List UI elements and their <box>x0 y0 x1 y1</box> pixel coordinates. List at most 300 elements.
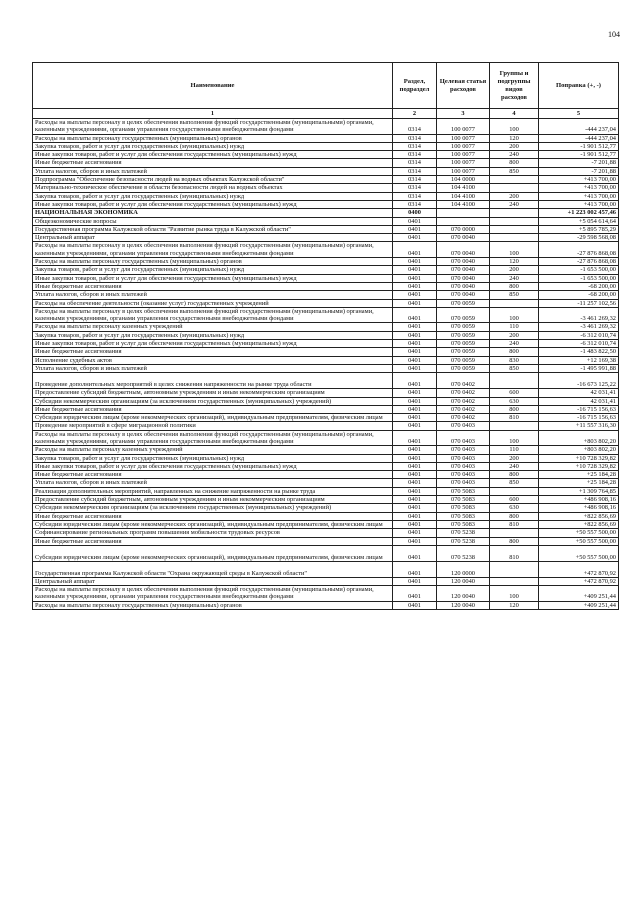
row-amount: +5 054 614,64 <box>539 217 619 225</box>
row-expense-group <box>490 422 539 430</box>
row-amount: -7 201,88 <box>539 159 619 167</box>
row-name: Центральный аппарат <box>33 234 393 242</box>
table-row <box>33 340 619 348</box>
row-name: Закупка товаров, работ и услуг для государственных (муниципальных) нужд <box>33 192 393 200</box>
table-row <box>33 422 619 430</box>
row-target-article: 120 0000 <box>437 561 490 577</box>
table-row <box>33 266 619 274</box>
row-name: Расходы на выплаты персоналу государственных (муниципальных) органов <box>33 258 393 266</box>
row-amount: -1 483 822,50 <box>539 348 619 356</box>
table-row <box>33 373 619 389</box>
row-target-article: 070 5083 <box>437 512 490 520</box>
row-expense-group <box>490 225 539 233</box>
row-expense-group: 200 <box>490 192 539 200</box>
row-expense-group: 200 <box>490 454 539 462</box>
row-section: 0401 <box>393 537 437 545</box>
table-row <box>33 504 619 512</box>
row-name: Уплата налогов, сборов и иных платежей <box>33 364 393 372</box>
row-section: 0401 <box>393 389 437 397</box>
table-row <box>33 282 619 290</box>
row-section: 0314 <box>393 200 437 208</box>
row-expense-group: 100 <box>490 586 539 602</box>
row-name: Закупка товаров, работ и услуг для государственных (муниципальных) нужд <box>33 266 393 274</box>
row-name: Материально-техническое обеспечение в области безопасности людей на водных объектах <box>33 184 393 192</box>
row-amount: -29 598 568,08 <box>539 234 619 242</box>
row-name: Иные бюджетные ассигнования <box>33 159 393 167</box>
row-name: Иные бюджетные ассигнования <box>33 471 393 479</box>
row-target-article: 070 0403 <box>437 430 490 446</box>
row-section: 0401 <box>393 266 437 274</box>
row-target-article: 070 5238 <box>437 545 490 561</box>
row-target-article: 120 0040 <box>437 601 490 609</box>
row-expense-group: 240 <box>490 274 539 282</box>
row-expense-group: 120 <box>490 601 539 609</box>
row-amount: -1 653 500,00 <box>539 266 619 274</box>
row-amount: +486 908,16 <box>539 496 619 504</box>
table-header-row <box>33 63 619 109</box>
row-target-article: 070 0059 <box>437 356 490 364</box>
row-name: Субсидии юридическим лицам (кроме некоммерческих организаций), индивидуальным предпринимателям, физическим лицам <box>33 520 393 528</box>
row-section: 0401 <box>393 242 437 258</box>
table-row <box>33 356 619 364</box>
row-section: 0401 <box>393 561 437 577</box>
row-amount: +822 856,69 <box>539 512 619 520</box>
row-target-article: 070 0402 <box>437 397 490 405</box>
row-section: 0401 <box>393 356 437 364</box>
row-expense-group: 850 <box>490 364 539 372</box>
row-target-article: 100 0077 <box>437 134 490 142</box>
row-name: Закупка товаров, работ и услуг для государственных (муниципальных) нужд <box>33 331 393 339</box>
row-name: Иные бюджетные ассигнования <box>33 405 393 413</box>
row-expense-group: 110 <box>490 446 539 454</box>
row-name: Проведение мероприятий в сфере миграционной политики <box>33 422 393 430</box>
column-number-4: 4 <box>490 109 539 119</box>
row-target-article: 070 0059 <box>437 299 490 307</box>
row-section: 0401 <box>393 282 437 290</box>
row-section: 0314 <box>393 159 437 167</box>
row-expense-group: 800 <box>490 537 539 545</box>
row-section: 0401 <box>393 529 437 537</box>
row-amount: +50 557 500,00 <box>539 537 619 545</box>
row-name: Софинансирование региональных программ повышения мобильности трудовых ресурсов <box>33 529 393 537</box>
column-number-2: 2 <box>393 109 437 119</box>
row-name: Подпрограмма "Обеспечение безопасности людей на водных объектах Калужской области" <box>33 176 393 184</box>
row-target-article: 070 0040 <box>437 242 490 258</box>
row-name: Иные бюджетные ассигнования <box>33 512 393 520</box>
table-row <box>33 225 619 233</box>
table-row <box>33 364 619 372</box>
row-expense-group <box>490 577 539 585</box>
column-number-row <box>33 109 619 119</box>
table-row <box>33 234 619 242</box>
row-section: 0401 <box>393 577 437 585</box>
row-target-article <box>437 209 490 217</box>
row-amount: +50 557 500,00 <box>539 545 619 561</box>
row-name: Иные закупки товаров, работ и услуг для обеспечения государственных (муниципальных) нужд <box>33 462 393 470</box>
row-amount: +472 870,92 <box>539 561 619 577</box>
table-row <box>33 331 619 339</box>
table-row <box>33 200 619 208</box>
row-amount: -68 200,00 <box>539 291 619 299</box>
row-amount: +50 557 500,00 <box>539 529 619 537</box>
table-row <box>33 512 619 520</box>
table-row <box>33 307 619 323</box>
table-row <box>33 430 619 446</box>
row-expense-group: 120 <box>490 258 539 266</box>
row-section: 0400 <box>393 209 437 217</box>
row-amount: -7 201,88 <box>539 167 619 175</box>
row-section: 0401 <box>393 217 437 225</box>
row-target-article: 070 0403 <box>437 479 490 487</box>
column-number-3: 3 <box>437 109 490 119</box>
row-name: Расходы на выплаты персоналу казенных учреждений <box>33 323 393 331</box>
row-section: 0401 <box>393 446 437 454</box>
row-section: 0401 <box>393 479 437 487</box>
row-amount: -6 312 010,74 <box>539 340 619 348</box>
row-section: 0401 <box>393 274 437 282</box>
row-target-article: 070 0403 <box>437 422 490 430</box>
row-target-article: 070 0000 <box>437 225 490 233</box>
row-target-article: 070 5083 <box>437 487 490 495</box>
table-row <box>33 397 619 405</box>
row-section: 0401 <box>393 545 437 561</box>
row-expense-group: 600 <box>490 496 539 504</box>
row-name: Реализация дополнительных мероприятий, направленных на снижение напряженности на рынке труда <box>33 487 393 495</box>
row-expense-group: 600 <box>490 389 539 397</box>
row-expense-group <box>490 217 539 225</box>
row-amount: 42 031,41 <box>539 389 619 397</box>
row-target-article: 070 0402 <box>437 373 490 389</box>
row-amount: -16 715 156,63 <box>539 405 619 413</box>
row-section: 0401 <box>393 586 437 602</box>
row-section: 0401 <box>393 291 437 299</box>
table-body <box>33 119 619 610</box>
row-name: Субсидии юридическим лицам (кроме некоммерческих организаций), индивидуальным предпринимателям, физическим лицам <box>33 414 393 422</box>
row-expense-group: 800 <box>490 282 539 290</box>
table-row <box>33 209 619 217</box>
row-section: 0401 <box>393 373 437 389</box>
row-amount: -68 200,00 <box>539 282 619 290</box>
row-expense-group: 630 <box>490 397 539 405</box>
row-target-article: 070 5083 <box>437 504 490 512</box>
row-target-article: 100 0077 <box>437 142 490 150</box>
row-amount: +1 309 764,85 <box>539 487 619 495</box>
row-amount: +822 856,69 <box>539 520 619 528</box>
row-amount: +409 251,44 <box>539 586 619 602</box>
row-section: 0401 <box>393 348 437 356</box>
row-section: 0401 <box>393 405 437 413</box>
row-target-article: 104 4100 <box>437 200 490 208</box>
row-name: Иные закупки товаров, работ и услуг для обеспечения государственных (муниципальных) нужд <box>33 340 393 348</box>
row-section: 0314 <box>393 134 437 142</box>
row-expense-group: 200 <box>490 331 539 339</box>
row-name: НАЦИОНАЛЬНАЯ ЭКОНОМИКА <box>33 209 393 217</box>
row-expense-group: 200 <box>490 266 539 274</box>
header-name: Наименование <box>33 63 393 109</box>
row-section: 0314 <box>393 184 437 192</box>
row-section: 0314 <box>393 119 437 135</box>
row-section: 0401 <box>393 471 437 479</box>
table-row <box>33 414 619 422</box>
row-name: Предоставление субсидий бюджетным, автономным учреждениям и иным некоммерческим организациям <box>33 389 393 397</box>
row-target-article: 070 0059 <box>437 323 490 331</box>
row-section: 0314 <box>393 192 437 200</box>
row-amount: +413 700,00 <box>539 176 619 184</box>
row-name: Закупка товаров, работ и услуг для государственных (муниципальных) нужд <box>33 454 393 462</box>
row-target-article: 120 0040 <box>437 586 490 602</box>
row-expense-group: 800 <box>490 405 539 413</box>
row-name: Расходы на выплаты персоналу государственных (муниципальных) органов <box>33 601 393 609</box>
row-name: Уплата налогов, сборов и иных платежей <box>33 479 393 487</box>
row-target-article: 100 0077 <box>437 167 490 175</box>
row-section: 0401 <box>393 430 437 446</box>
table-row <box>33 496 619 504</box>
row-amount: +10 728 329,82 <box>539 454 619 462</box>
row-amount: +413 700,00 <box>539 192 619 200</box>
row-amount: -27 876 868,08 <box>539 258 619 266</box>
table-row <box>33 529 619 537</box>
row-expense-group: 100 <box>490 242 539 258</box>
table-row <box>33 577 619 585</box>
table-row <box>33 537 619 545</box>
row-target-article <box>437 217 490 225</box>
row-expense-group: 800 <box>490 159 539 167</box>
row-expense-group: 200 <box>490 142 539 150</box>
row-expense-group: 810 <box>490 520 539 528</box>
row-amount: +803 802,20 <box>539 446 619 454</box>
row-section: 0401 <box>393 234 437 242</box>
row-amount: -16 715 156,63 <box>539 414 619 422</box>
row-name: Уплата налогов, сборов и иных платежей <box>33 291 393 299</box>
row-expense-group <box>490 299 539 307</box>
row-section: 0314 <box>393 142 437 150</box>
row-expense-group: 810 <box>490 414 539 422</box>
row-section: 0314 <box>393 176 437 184</box>
page-number: 104 <box>608 30 620 39</box>
row-name: Иные бюджетные ассигнования <box>33 348 393 356</box>
row-expense-group: 240 <box>490 151 539 159</box>
row-amount: +12 169,38 <box>539 356 619 364</box>
row-amount: +1 223 002 457,46 <box>539 209 619 217</box>
row-target-article: 070 5083 <box>437 496 490 504</box>
row-expense-group: 850 <box>490 479 539 487</box>
row-section: 0401 <box>393 258 437 266</box>
row-section: 0401 <box>393 307 437 323</box>
row-name: Расходы на выплаты персоналу в целях обеспечения выполнения функций государственными (муниципальными) органами, казенными учреждениями, органами управления государственными внебюджетными фондами <box>33 430 393 446</box>
row-expense-group: 810 <box>490 545 539 561</box>
row-target-article: 070 0059 <box>437 331 490 339</box>
row-amount: +409 251,44 <box>539 601 619 609</box>
row-target-article: 070 0040 <box>437 282 490 290</box>
row-amount: +5 895 785,29 <box>539 225 619 233</box>
row-expense-group: 800 <box>490 512 539 520</box>
row-target-article: 070 0403 <box>437 454 490 462</box>
table-row <box>33 520 619 528</box>
row-section: 0401 <box>393 462 437 470</box>
budget-amendments-table <box>32 62 619 610</box>
table-row <box>33 159 619 167</box>
row-section: 0401 <box>393 520 437 528</box>
row-amount: +11 557 316,30 <box>539 422 619 430</box>
table-row <box>33 446 619 454</box>
row-amount: -3 461 269,32 <box>539 307 619 323</box>
row-expense-group: 240 <box>490 462 539 470</box>
row-name: Субсидии некоммерческим организациям (за исключением государственных (муниципальных) учреждений) <box>33 504 393 512</box>
table-row <box>33 405 619 413</box>
row-expense-group: 120 <box>490 134 539 142</box>
row-target-article: 070 0402 <box>437 389 490 397</box>
table-row <box>33 184 619 192</box>
row-section: 0314 <box>393 151 437 159</box>
row-amount: -16 673 125,22 <box>539 373 619 389</box>
row-expense-group: 240 <box>490 200 539 208</box>
row-section: 0401 <box>393 225 437 233</box>
row-amount: +486 908,16 <box>539 504 619 512</box>
row-amount: -1 495 991,88 <box>539 364 619 372</box>
row-name: Субсидии некоммерческим организациям (за исключением государственных (муниципальных) учреждений) <box>33 397 393 405</box>
table-row <box>33 167 619 175</box>
row-section: 0401 <box>393 323 437 331</box>
row-section: 0401 <box>393 414 437 422</box>
row-name: Иные закупки товаров, работ и услуг для обеспечения государственных (муниципальных) нужд <box>33 151 393 159</box>
row-section: 0401 <box>393 340 437 348</box>
row-expense-group: 240 <box>490 340 539 348</box>
table-row <box>33 462 619 470</box>
table-row <box>33 274 619 282</box>
row-target-article: 070 0059 <box>437 364 490 372</box>
row-expense-group: 850 <box>490 291 539 299</box>
row-expense-group: 800 <box>490 348 539 356</box>
row-target-article: 070 0040 <box>437 234 490 242</box>
row-name: Расходы на обеспечение деятельности (оказание услуг) государственных учреждений <box>33 299 393 307</box>
row-section: 0401 <box>393 331 437 339</box>
table-row <box>33 601 619 609</box>
row-amount: +25 184,28 <box>539 479 619 487</box>
row-target-article: 070 0040 <box>437 266 490 274</box>
row-section: 0314 <box>393 167 437 175</box>
row-name: Иные закупки товаров, работ и услуг для обеспечения государственных (муниципальных) нужд <box>33 274 393 282</box>
table-row <box>33 487 619 495</box>
row-name: Уплата налогов, сборов и иных платежей <box>33 167 393 175</box>
table-row <box>33 299 619 307</box>
row-amount: -444 237,04 <box>539 119 619 135</box>
row-section: 0401 <box>393 512 437 520</box>
row-target-article: 070 0059 <box>437 340 490 348</box>
row-section: 0401 <box>393 601 437 609</box>
table-row <box>33 176 619 184</box>
row-expense-group <box>490 529 539 537</box>
row-expense-group <box>490 561 539 577</box>
row-target-article: 070 0402 <box>437 414 490 422</box>
table-row <box>33 151 619 159</box>
header-group: Группы и подгруппы видов расходов <box>490 63 539 109</box>
row-target-article: 070 0040 <box>437 258 490 266</box>
row-target-article: 070 0402 <box>437 405 490 413</box>
row-target-article: 104 4100 <box>437 192 490 200</box>
table-row <box>33 119 619 135</box>
row-target-article: 104 0000 <box>437 176 490 184</box>
row-target-article: 100 0077 <box>437 119 490 135</box>
row-name: Общеэкономические вопросы <box>33 217 393 225</box>
row-section: 0401 <box>393 487 437 495</box>
row-amount: -27 876 868,08 <box>539 242 619 258</box>
row-name: Проведение дополнительных мероприятий в целях снижения напряженности на рынке труда области <box>33 373 393 389</box>
row-name: Расходы на выплаты персоналу в целях обеспечения выполнения функций государственными (муниципальными) органами, казенными учреждениями, органами управления государственными внебюджетными фондами <box>33 119 393 135</box>
row-target-article: 070 5238 <box>437 537 490 545</box>
row-target-article: 070 0059 <box>437 307 490 323</box>
row-section: 0401 <box>393 422 437 430</box>
row-target-article: 100 0077 <box>437 151 490 159</box>
row-target-article: 070 0040 <box>437 274 490 282</box>
table-row <box>33 389 619 397</box>
row-expense-group <box>490 234 539 242</box>
table-row <box>33 561 619 577</box>
row-name: Субсидии юридическим лицам (кроме некоммерческих организаций), индивидуальным предпринимателям, физическим лицам <box>33 545 393 561</box>
row-expense-group <box>490 184 539 192</box>
table-row <box>33 545 619 561</box>
row-section: 0401 <box>393 454 437 462</box>
row-name: Государственная программа Калужской области "Охрана окружающей среды в Калужской области" <box>33 561 393 577</box>
row-section: 0401 <box>393 299 437 307</box>
row-section: 0401 <box>393 504 437 512</box>
row-expense-group: 830 <box>490 356 539 364</box>
row-name: Расходы на выплаты персоналу в целях обеспечения выполнения функций государственными (муниципальными) органами, казенными учреждениями, органами управления государственными внебюджетными фондами <box>33 307 393 323</box>
row-amount: +25 184,28 <box>539 471 619 479</box>
row-expense-group: 100 <box>490 430 539 446</box>
table-row <box>33 142 619 150</box>
row-target-article: 070 5083 <box>437 520 490 528</box>
table-row <box>33 348 619 356</box>
row-name: Иные бюджетные ассигнования <box>33 282 393 290</box>
row-name: Расходы на выплаты персоналу государственных (муниципальных) органов <box>33 134 393 142</box>
row-target-article: 100 0077 <box>437 159 490 167</box>
header-section: Раздел, подраздел <box>393 63 437 109</box>
row-amount: -6 312 010,74 <box>539 331 619 339</box>
row-section: 0401 <box>393 496 437 504</box>
row-expense-group: 110 <box>490 323 539 331</box>
table-row <box>33 192 619 200</box>
row-expense-group <box>490 373 539 389</box>
header-amount: Поправка (+, -) <box>539 63 619 109</box>
row-amount: -444 237,04 <box>539 134 619 142</box>
row-name: Предоставление субсидий бюджетным, автономным учреждениям и иным некоммерческим организациям <box>33 496 393 504</box>
row-name: Иные бюджетные ассигнования <box>33 537 393 545</box>
row-section: 0401 <box>393 397 437 405</box>
header-target: Целевая статья расходов <box>437 63 490 109</box>
row-name: Расходы на выплаты персоналу казенных учреждений <box>33 446 393 454</box>
row-expense-group: 100 <box>490 119 539 135</box>
row-expense-group <box>490 209 539 217</box>
row-target-article: 120 0040 <box>437 577 490 585</box>
row-name: Закупка товаров, работ и услуг для государственных (муниципальных) нужд <box>33 142 393 150</box>
table-row <box>33 471 619 479</box>
row-amount: -11 257 102,56 <box>539 299 619 307</box>
row-name: Расходы на выплаты персоналу в целях обеспечения выполнения функций государственными (муниципальными) органами, казенными учреждениями, органами управления государственными внебюджетными фондами <box>33 586 393 602</box>
row-amount: -1 901 512,77 <box>539 142 619 150</box>
row-name: Исполнение судебных актов <box>33 356 393 364</box>
table-row <box>33 134 619 142</box>
table-row <box>33 291 619 299</box>
table-row <box>33 479 619 487</box>
row-section: 0401 <box>393 364 437 372</box>
row-expense-group: 630 <box>490 504 539 512</box>
row-amount: +10 728 329,82 <box>539 462 619 470</box>
row-amount: -3 461 269,32 <box>539 323 619 331</box>
row-target-article: 070 0403 <box>437 471 490 479</box>
row-amount: -1 653 500,00 <box>539 274 619 282</box>
row-name: Расходы на выплаты персоналу в целях обеспечения выполнения функций государственными (муниципальными) органами, казенными учреждениями, органами управления государственными внебюджетными фондами <box>33 242 393 258</box>
row-expense-group <box>490 176 539 184</box>
